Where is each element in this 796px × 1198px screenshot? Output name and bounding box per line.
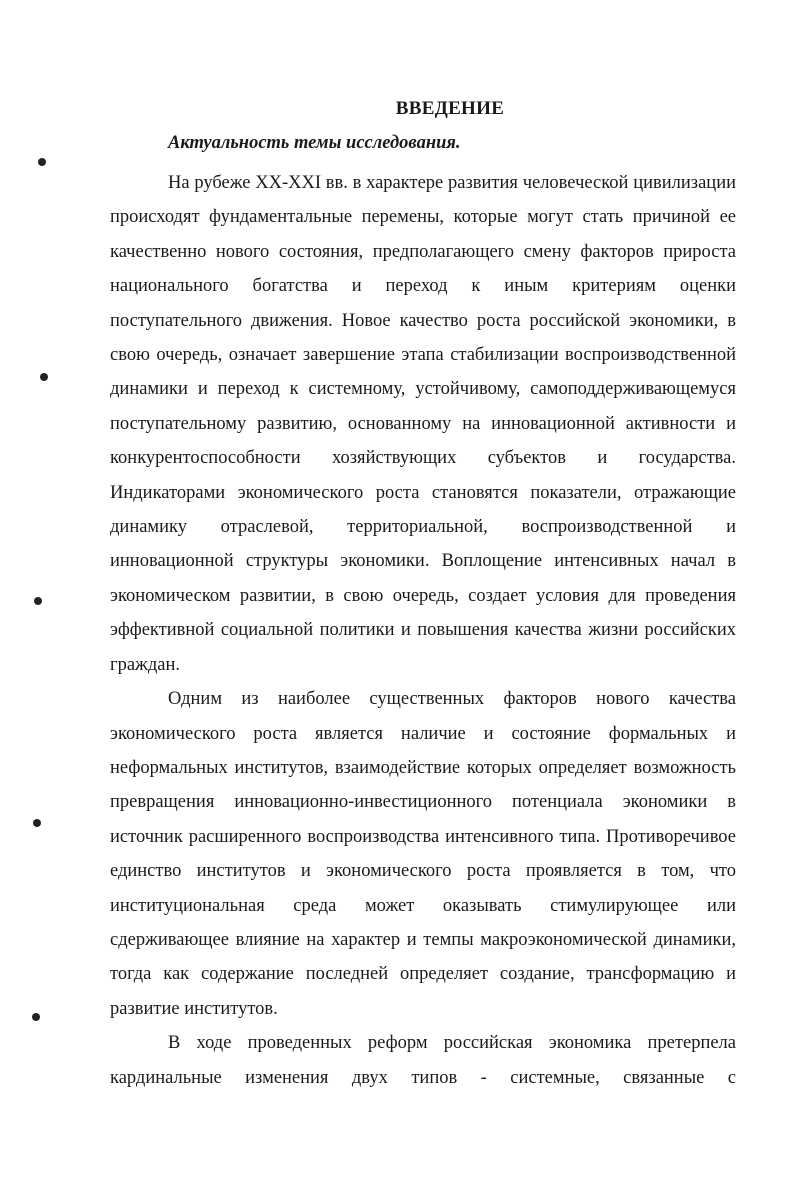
section-title: Актуальность темы исследования.	[168, 133, 461, 153]
binding-hole-mark	[40, 373, 48, 381]
paragraph: На рубеже XX-XXI вв. в характере развития человеческой цивилизации происходят фундаментальные перемены, которые могут стать причиной ее качественно нового состояния, предполагающего смену факторов прироста национального богатства и переход к иным критериям оценки поступательного движения. Новое качество роста российской экономики, в свою очередь, означает завершение этапа стабилизации воспроизводственной динамики и переход к системному, устойчивому, самоподдерживающемуся поступательному развитию, основанному на инновационной активности и конкурентоспособности хозяйствующих субъектов и государства. Индикаторами экономического роста становятся показатели, отражающие динамику отраслевой, территориальной, воспроизводственной и инновационной структуры экономики. Воплощение интенсивных начал в экономическом развитии, в свою очередь, создает условия для проведения эффективной социальной политики и повышения качества жизни российских граждан.	[110, 173, 736, 675]
paragraph: В ходе проведенных реформ российская экономика претерпела кардинальные изменения двух типов - системные, связанные с	[110, 1033, 736, 1088]
paragraph: Одним из наиболее существенных факторов нового качества экономического роста является наличие и состояние формальных и неформальных институтов, взаимодействие которых определяет возможность превращения инновационно-инвестиционного потенциала экономики в источник расширенного воспроизводства интенсивного типа. Противоречивое единство институтов и экономического роста проявляется в том, что институциональная среда может оказывать стимулирующее или сдерживающее влияние на характер и темпы макроэкономической динамики, тогда как содержание последней определяет создание, трансформацию и развитие институтов.	[110, 689, 736, 1019]
binding-hole-mark	[32, 1013, 40, 1021]
binding-hole-mark	[33, 819, 41, 827]
body-text	[110, 166, 736, 1095]
page-heading: ВВЕДЕНИЕ	[395, 98, 505, 119]
binding-hole-mark	[34, 597, 42, 605]
binding-hole-mark	[38, 158, 46, 166]
